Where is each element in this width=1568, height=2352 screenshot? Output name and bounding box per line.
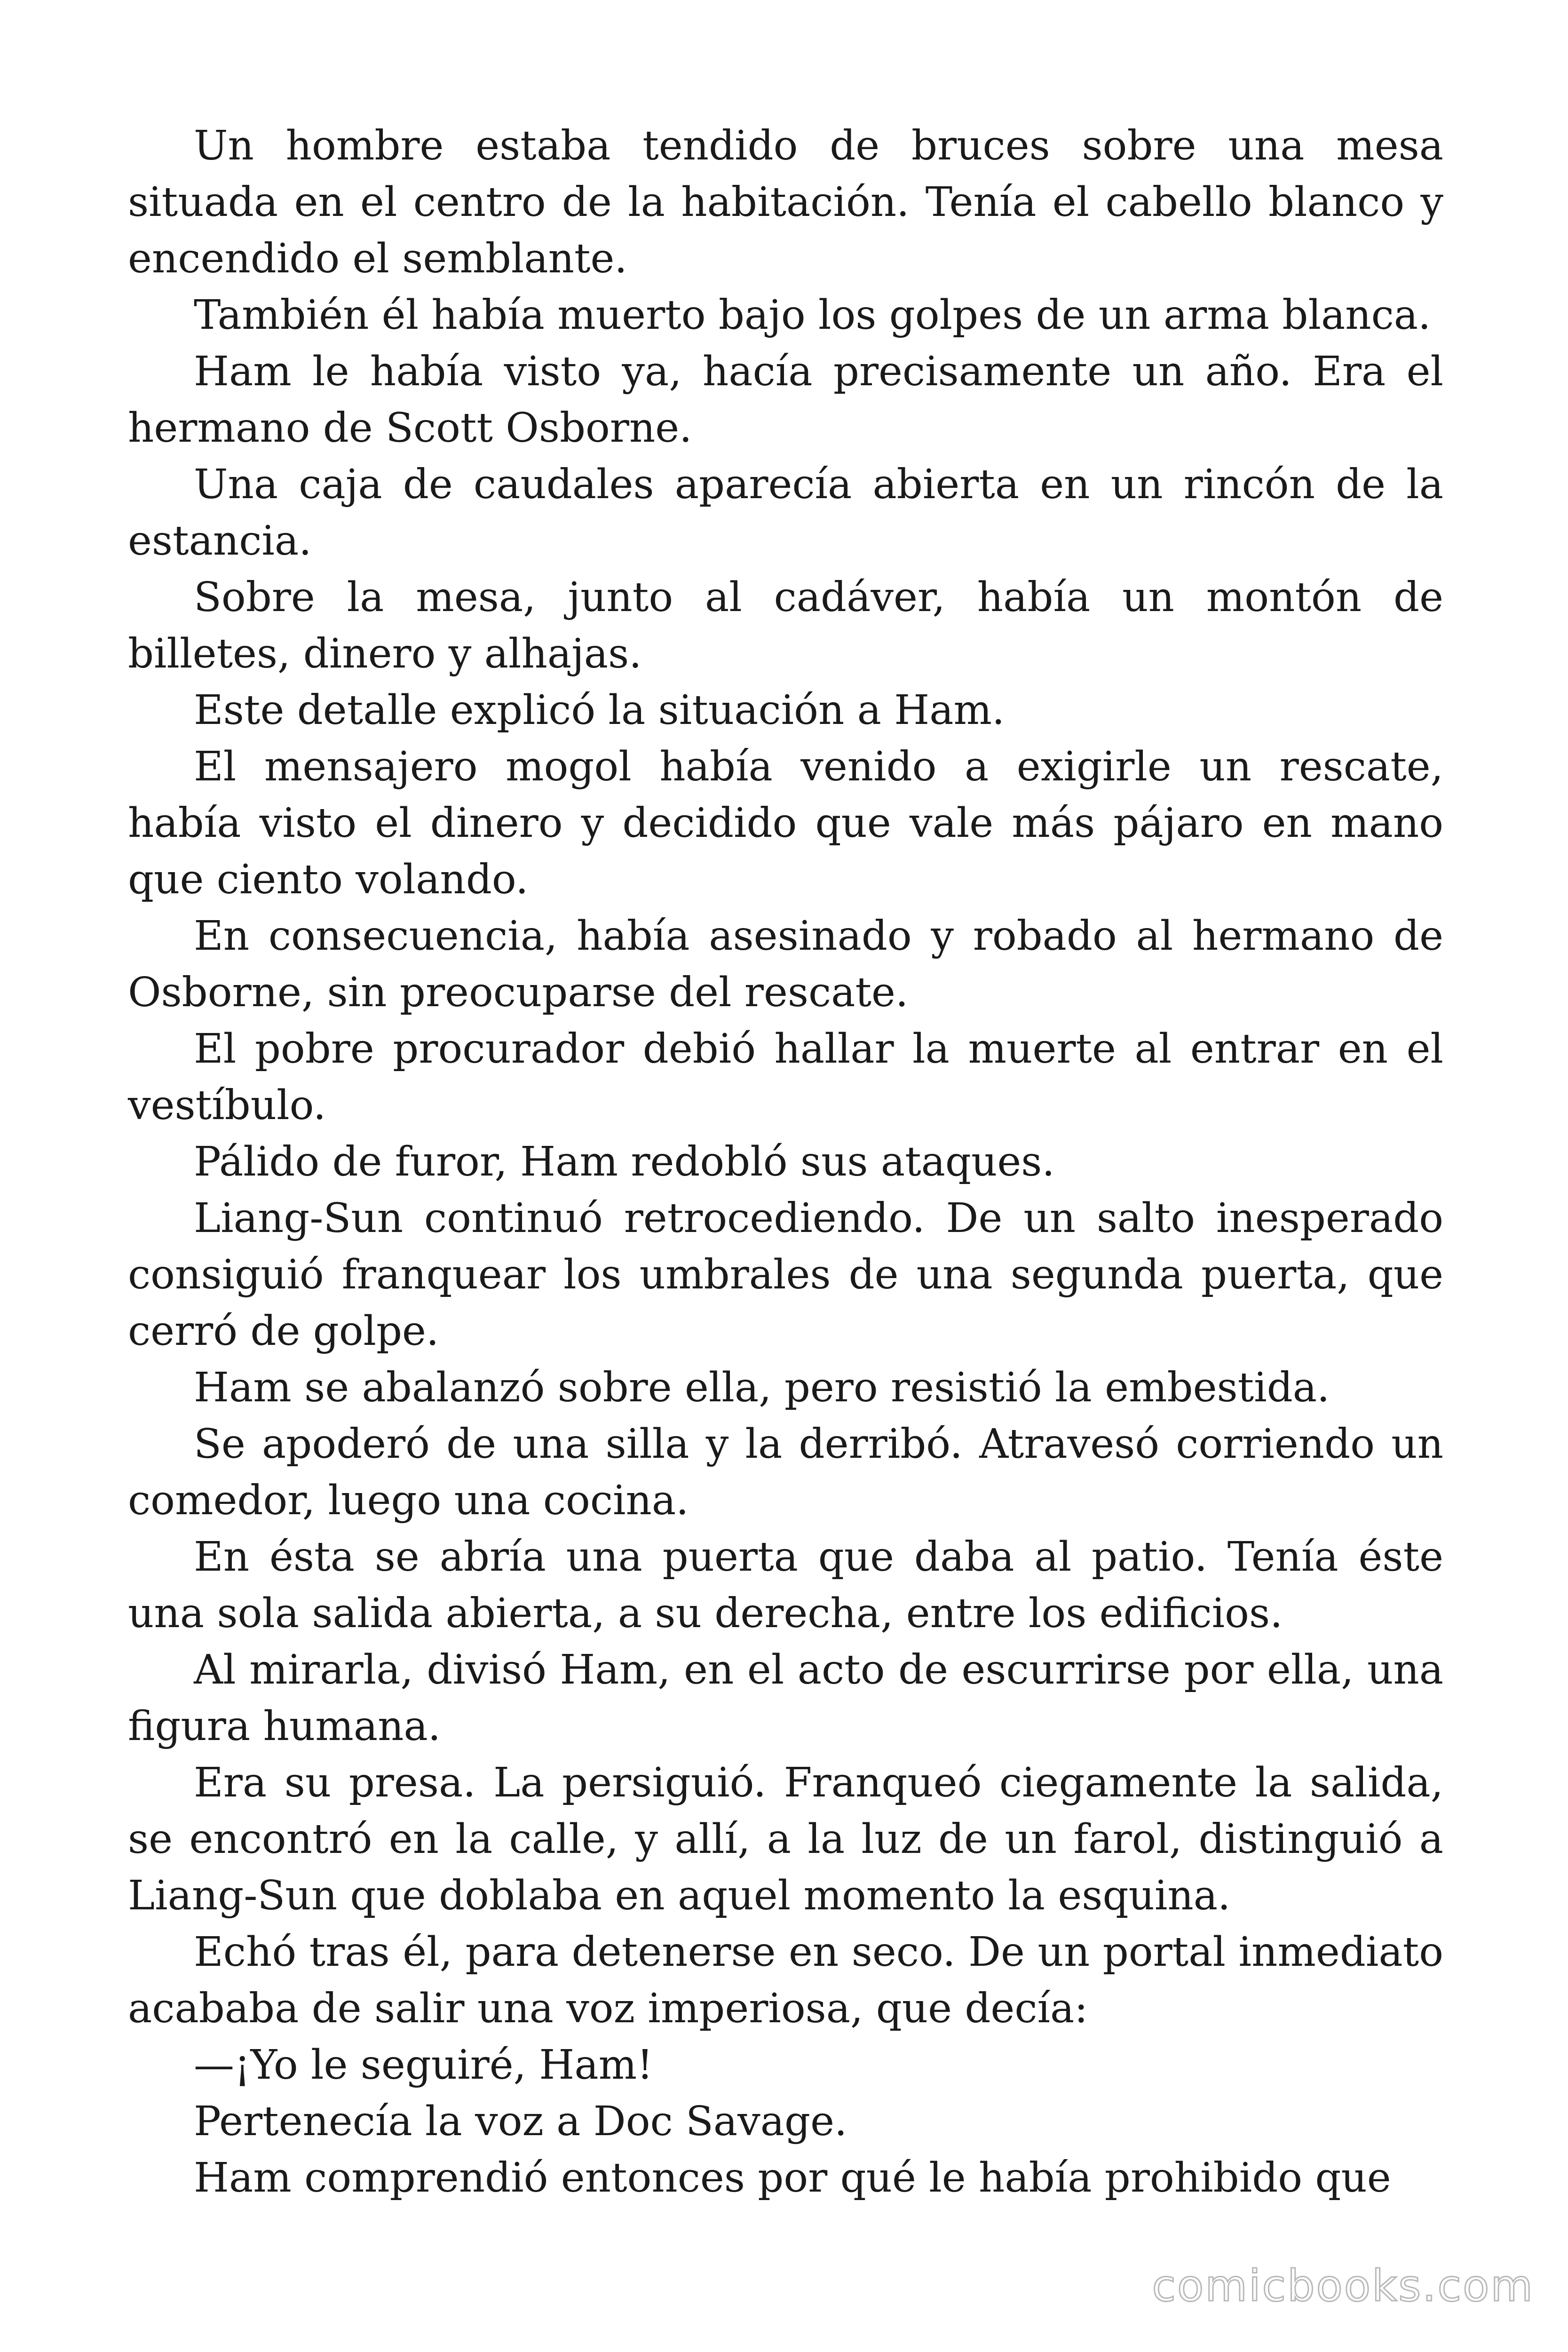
paragraph: También él había muerto bajo los golpes de un arma blanca. xyxy=(194,292,1431,339)
paragraph: Echó tras él, para detenerse en seco. De un portal inmediato acababa de salir una voz imperiosa, que decía: xyxy=(128,1929,1443,2032)
paragraph: Una caja de caudales aparecía abierta en un rincón de la estancia. xyxy=(128,461,1443,564)
paragraph: Ham se abalanzó sobre ella, pero resistió la embestida. xyxy=(194,1364,1330,1411)
paragraph: Al mirarla, divisó Ham, en el acto de escurrirse por ella, una figura humana. xyxy=(128,1646,1443,1750)
paragraph: Era su presa. La persiguió. Franqueó ciegamente la salida, se encontró en la calle, y allí, a la luz de un farol, distinguió a Liang-Sun que doblaba en aquel momento la esquina. xyxy=(128,1759,1443,1919)
paragraph: Se apoderó de una silla y la derribó. Atravesó corriendo un comedor, luego una cocina. xyxy=(128,1421,1443,1524)
paragraph: Sobre la mesa, junto al cadáver, había un montón de billetes, dinero y alhajas. xyxy=(128,574,1443,677)
paragraph: Liang-Sun continuó retrocediendo. De un salto inesperado consiguió franquear los umbrales de una segunda puerta, que cerró de golpe. xyxy=(128,1195,1443,1355)
paragraph: El pobre procurador debió hallar la muerte al entrar en el vestíbulo. xyxy=(128,1025,1443,1129)
paragraph: —¡Yo le seguiré, Ham! xyxy=(194,2042,653,2089)
paragraph: En consecuencia, había asesinado y robado al hermano de Osborne, sin preocuparse del rescate. xyxy=(128,913,1443,1016)
paragraph: El mensajero mogol había venido a exigirle un rescate, había visto el dinero y decidido que vale más pájaro en mano que ciento volando. xyxy=(128,743,1443,903)
paragraph: Ham le había visto ya, hacía precisamente un año. Era el hermano de Scott Osborne. xyxy=(128,348,1443,452)
paragraph: En ésta se abría una puerta que daba al patio. Tenía éste una sola salida abierta, a su derecha, entre los edificios. xyxy=(128,1534,1443,1637)
watermark: comicbooks.com xyxy=(1152,2261,1534,2311)
paragraph: Un hombre estaba tendido de bruces sobre una mesa situada en el centro de la habitación. Tenía el cabello blanco y encendido el semblante. xyxy=(128,122,1443,282)
paragraph: Pertenecía la voz a Doc Savage. xyxy=(194,2098,847,2145)
paragraph: Pálido de furor, Ham redobló sus ataques. xyxy=(194,1138,1055,1185)
page-body xyxy=(128,118,1443,2258)
paragraph: Este detalle explicó la situación a Ham. xyxy=(194,687,1005,734)
paragraph: Ham comprendió entonces por qué le había prohibido que xyxy=(194,2154,1391,2201)
